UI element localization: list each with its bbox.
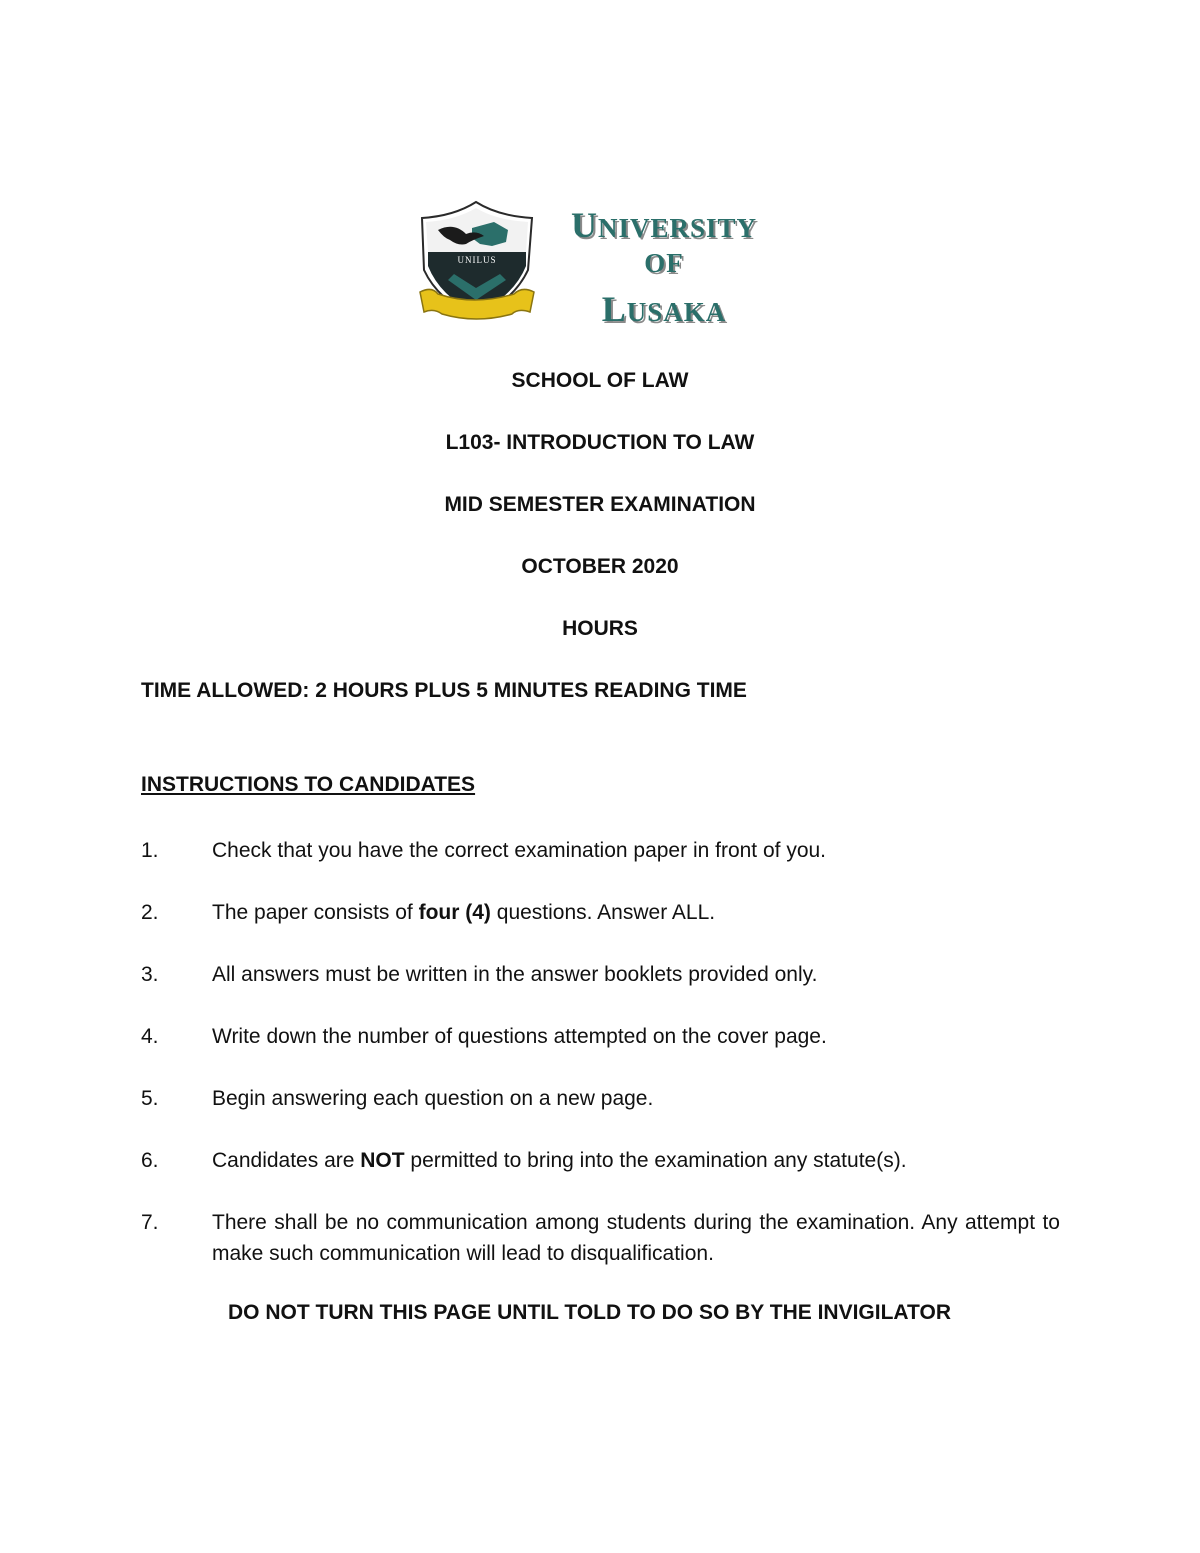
- exam-hours: HOURS: [562, 617, 638, 640]
- instruction-text: There shall be no communication among students during the examination. Any attempt to make such communication will lead to disqualification.: [212, 1211, 1060, 1265]
- wordmark-line-3: [554, 288, 774, 330]
- instruction-text-pre: Candidates are: [212, 1149, 361, 1172]
- wordmark-line-2: [554, 248, 774, 279]
- time-allowed: TIME ALLOWED: 2 HOURS PLUS 5 MINUTES READING TIME: [141, 679, 747, 702]
- wordmark-of: OF: [644, 248, 684, 278]
- instruction-number: 3.: [141, 963, 159, 986]
- university-logo: [414, 200, 774, 330]
- crest-band-text: UNILUS: [457, 255, 497, 265]
- instruction-number: 2.: [141, 901, 159, 924]
- do-not-turn-notice: DO NOT TURN THIS PAGE UNTIL TOLD TO DO SO BY THE INVIGILATOR: [228, 1301, 951, 1324]
- instruction-text: Check that you have the correct examination paper in front of you.: [212, 839, 827, 862]
- wordmark-rest-1: NIVERSITY: [597, 213, 758, 243]
- instruction-text-post: questions. Answer ALL.: [490, 901, 716, 924]
- instruction-text: All answers must be written in the answer booklets provided only.: [212, 963, 818, 986]
- instruction-number: 1.: [141, 839, 159, 862]
- instructions-heading: INSTRUCTIONS TO CANDIDATES: [141, 773, 476, 796]
- instruction-text: Write down the number of questions attempted on the cover page.: [212, 1025, 827, 1048]
- instruction-text: Begin answering each question on a new page.: [212, 1087, 654, 1110]
- wordmark-cap-l: L: [601, 289, 627, 329]
- instruction-number: 7.: [141, 1211, 159, 1234]
- instruction-number: 5.: [141, 1087, 159, 1110]
- course-title: L103- INTRODUCTION TO LAW: [445, 431, 755, 454]
- instruction-text: [212, 897, 1060, 928]
- wordmark-rest-3: USAKA: [626, 297, 727, 327]
- exam-type: MID SEMESTER EXAMINATION: [444, 493, 756, 516]
- instruction-number: 6.: [141, 1149, 159, 1172]
- instruction-text: [212, 1145, 1060, 1176]
- university-wordmark: [554, 200, 774, 328]
- wordmark-cap-u: U: [570, 205, 598, 245]
- instruction-text-pre: The paper consists of: [212, 901, 419, 924]
- instruction-text-bold: four (4): [418, 901, 491, 924]
- instruction-text-post: permitted to bring into the examination any statute(s).: [404, 1149, 907, 1172]
- school-name: SCHOOL OF LAW: [511, 369, 689, 392]
- university-crest-icon: [414, 200, 554, 328]
- instruction-text-bold: NOT: [360, 1149, 405, 1172]
- instruction-number: 4.: [141, 1025, 159, 1048]
- wordmark-line-1: [554, 204, 774, 246]
- exam-date: OCTOBER 2020: [521, 555, 679, 578]
